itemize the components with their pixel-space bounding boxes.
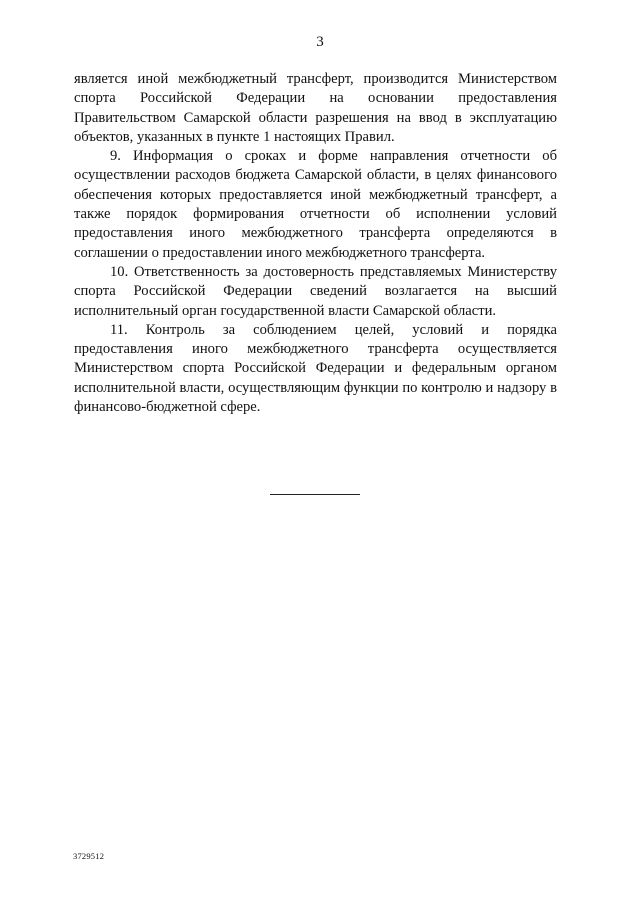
paragraph-item-11: 11. Контроль за соблюдением целей, условий и порядка предоставления иного межбюджетного трансферта осуществляется Министерством спорта Российской Федерации и федеральным органом исполнительной власти, осуществляющим функции по контролю и надзору в финансово-бюджетной сфере.: [74, 321, 557, 416]
document-body: [74, 70, 557, 417]
end-divider: [270, 494, 360, 495]
paragraph-item-9: 9. Информация о сроках и форме направления отчетности об осуществлении расходов бюджета Самарской области, в целях финансового обеспечения которых предоставляется иной межбюджетный трансферт, а также порядок формирования отчетности об исполнении условий предоставления иного межбюджетного трансферта определяются в соглашении о предоставлении иного межбюджетного трансферта.: [74, 148, 557, 261]
page-number: 3: [316, 34, 324, 50]
document-code: 3729512: [73, 851, 105, 861]
paragraph-item-10: 10. Ответственность за достоверность представляемых Министерству спорта Российской Федерации сведений возлагается на высший исполнительный орган государственной власти Самарской области.: [74, 263, 557, 319]
paragraph-continuation: является иной межбюджетный трансферт, производится Министерством спорта Российской Федерации на основании предоставления Правительством Самарской области разрешения на ввод в эксплуатацию объектов, указанных в пункте 1 настоящих Правил.: [74, 71, 557, 145]
